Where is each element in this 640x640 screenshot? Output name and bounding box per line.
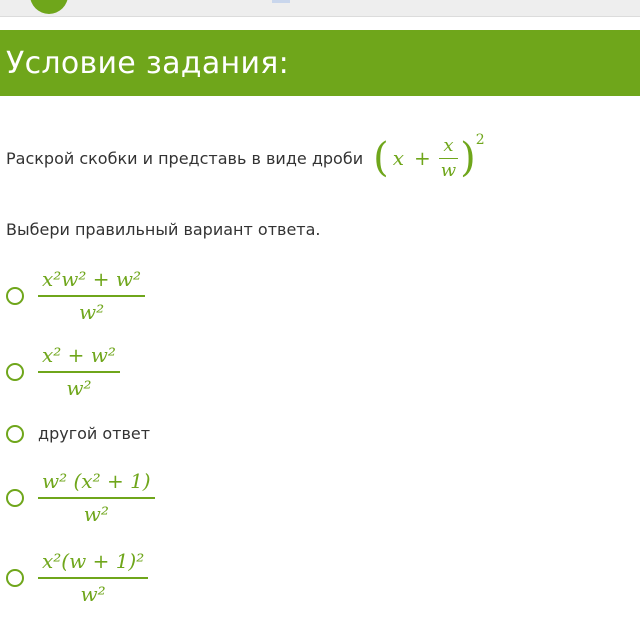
top-strip: [0, 0, 640, 17]
answer-option-1[interactable]: [6, 268, 145, 324]
option-label: другой ответ: [38, 424, 151, 443]
option-denominator: w²: [66, 375, 92, 400]
answer-option-5[interactable]: [6, 550, 148, 606]
fraction-bar: [439, 158, 458, 159]
option-fraction: [38, 470, 155, 526]
top-link-fragment[interactable]: [272, 0, 290, 3]
fraction-bar: [38, 371, 120, 373]
page-title: Условие задания:: [6, 45, 290, 81]
option-denominator: w²: [78, 299, 105, 324]
radio-button[interactable]: [6, 363, 24, 381]
radio-button[interactable]: [6, 425, 24, 443]
expr-fraction: [439, 136, 458, 181]
option-denominator: w²: [80, 581, 106, 606]
fraction-bar: [38, 295, 145, 297]
task-statement: [6, 128, 485, 188]
fraction-bar: [38, 497, 155, 499]
task-header: [0, 30, 640, 96]
task-expression: [373, 131, 485, 181]
option-numerator: x² + w²: [42, 343, 116, 367]
right-paren: ): [460, 135, 476, 181]
top-circle-icon[interactable]: [30, 0, 68, 14]
instruction-text: Выбери правильный вариант ответа.: [6, 220, 321, 239]
option-numerator: x²(w + 1)²: [42, 549, 145, 573]
option-numerator: w² (x² + 1): [42, 469, 151, 493]
answer-option-3[interactable]: [6, 424, 150, 443]
expr-numerator: x: [443, 134, 454, 156]
left-paren: (: [373, 135, 389, 181]
radio-button[interactable]: [6, 489, 24, 507]
expr-power: 2: [475, 131, 485, 148]
expr-plus: +: [413, 146, 431, 170]
option-fraction: [38, 268, 145, 324]
option-numerator: x²w² + w²: [42, 267, 142, 291]
option-fraction: [38, 344, 120, 400]
answer-option-4[interactable]: [6, 470, 155, 526]
fraction-bar: [38, 577, 148, 579]
expr-var: x: [392, 146, 404, 170]
answer-option-2[interactable]: [6, 344, 120, 400]
expr-denominator: w: [440, 159, 457, 181]
radio-button[interactable]: [6, 287, 24, 305]
option-fraction: [38, 550, 148, 606]
radio-button[interactable]: [6, 569, 24, 587]
task-text: Раскрой скобки и представь в виде дроби: [6, 148, 364, 168]
option-denominator: w²: [83, 501, 109, 526]
